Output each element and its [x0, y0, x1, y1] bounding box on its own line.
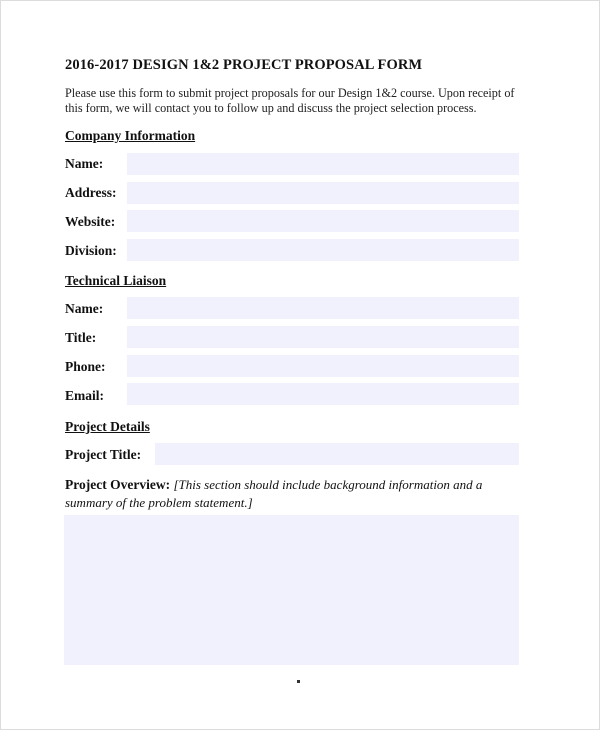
company-division-field[interactable] — [127, 239, 519, 261]
project-overview-label: Project Overview: — [65, 477, 171, 492]
liaison-name-label: Name: — [65, 301, 104, 316]
company-info-heading: Company Information — [65, 128, 196, 143]
project-details-heading: Project Details — [65, 419, 150, 434]
page-marker — [297, 680, 300, 683]
intro-text: Please use this form to submit project proposals for our Design 1&2 course. Upon receipt of this form, we will contact you to follow up and discuss the project selection process. — [65, 86, 515, 115]
liaison-email-field[interactable] — [127, 383, 519, 405]
liaison-phone-field[interactable] — [127, 355, 519, 377]
company-website-field[interactable] — [127, 210, 519, 232]
project-overview-prompt — [65, 476, 515, 512]
form-title: 2016-2017 DESIGN 1&2 PROJECT PROPOSAL FORM — [65, 57, 423, 73]
company-name-field[interactable] — [127, 153, 519, 175]
project-overview-field[interactable] — [64, 515, 519, 665]
project-title-field[interactable] — [155, 443, 519, 465]
company-address-field[interactable] — [127, 182, 519, 204]
project-overview-hint: [This section should include background information and a summary of the problem statement.] — [65, 477, 483, 510]
liaison-name-field[interactable] — [127, 297, 519, 319]
liaison-email-label: Email: — [65, 388, 104, 403]
technical-liaison-heading: Technical Liaison — [65, 273, 167, 288]
company-division-label: Division: — [65, 243, 117, 258]
company-address-label: Address: — [65, 185, 117, 200]
liaison-title-label: Title: — [65, 330, 97, 345]
liaison-title-field[interactable] — [127, 326, 519, 348]
company-website-label: Website: — [65, 214, 116, 229]
liaison-phone-label: Phone: — [65, 359, 106, 374]
company-name-label: Name: — [65, 156, 104, 171]
project-title-label: Project Title: — [65, 447, 142, 462]
